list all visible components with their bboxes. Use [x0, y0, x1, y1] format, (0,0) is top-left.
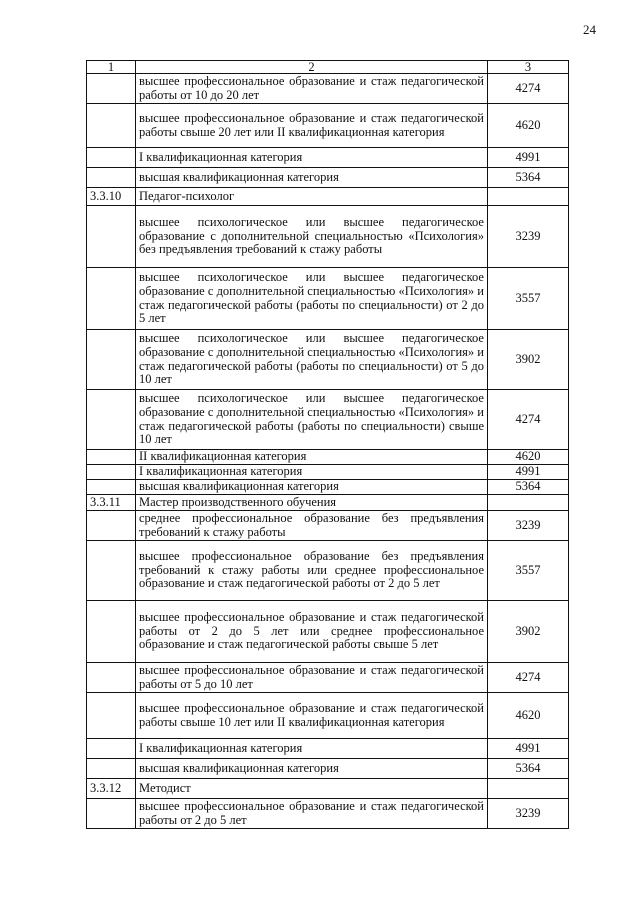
row-description: I квалификационная категория — [136, 465, 488, 480]
row-description: высшее профессиональное образование и стаж педагогической работы от 10 до 20 лет — [136, 74, 488, 104]
row-salary-value: 4620 — [488, 693, 569, 739]
table-row — [87, 480, 569, 495]
column-header-2: 2 — [136, 61, 488, 74]
table-row — [87, 104, 569, 148]
table-row — [87, 168, 569, 188]
row-salary-value: 3557 — [488, 268, 569, 330]
row-number — [87, 480, 136, 495]
row-number — [87, 511, 136, 541]
row-description: высшее профессиональное образование и стаж педагогической работы от 5 до 10 лет — [136, 663, 488, 693]
row-description: II квалификационная категория — [136, 450, 488, 465]
column-header-1: 1 — [87, 61, 136, 74]
table-row — [87, 148, 569, 168]
row-salary-value — [488, 495, 569, 511]
row-number — [87, 693, 136, 739]
row-number — [87, 759, 136, 779]
row-number — [87, 330, 136, 390]
row-salary-value: 3239 — [488, 511, 569, 541]
row-number — [87, 206, 136, 268]
row-description: I квалификационная категория — [136, 148, 488, 168]
row-description: высшее психологическое или высшее педагогическое образование с дополнительной специальностью «Психология» без предъявления требований к стажу работы — [136, 206, 488, 268]
row-salary-value: 4274 — [488, 390, 569, 450]
row-description: высшее психологическое или высшее педагогическое образование с дополнительной специальностью «Психология» и стаж педагогической работы (работы по специальности) от 2 до 5 лет — [136, 268, 488, 330]
row-description: высшее профессиональное образование и стаж педагогической работы от 2 до 5 лет — [136, 799, 488, 829]
table-row — [87, 330, 569, 390]
section-row — [87, 779, 569, 799]
row-salary-value: 3557 — [488, 541, 569, 601]
table-row — [87, 511, 569, 541]
row-description: высшее психологическое или высшее педагогическое образование с дополнительной специальностью «Психология» и стаж педагогической работы (работы по специальности) от 5 до 10 лет — [136, 330, 488, 390]
table-header-row — [87, 61, 569, 74]
section-number: 3.3.12 — [87, 779, 136, 799]
column-header-3: 3 — [488, 61, 569, 74]
row-number — [87, 601, 136, 663]
section-number: 3.3.10 — [87, 188, 136, 206]
row-number — [87, 450, 136, 465]
row-description: высшее профессиональное образование без предъявления требований к стажу работы или среднее профессиональное образование и стаж педагогической работы от 2 до 5 лет — [136, 541, 488, 601]
row-salary-value: 3902 — [488, 330, 569, 390]
row-description: высшее профессиональное образование и стаж педагогической работы свыше 20 лет или II квалификационная категория — [136, 104, 488, 148]
row-number — [87, 465, 136, 480]
row-description: среднее профессиональное образование без предъявления требований к стажу работы — [136, 511, 488, 541]
table-row — [87, 601, 569, 663]
row-salary-value: 3239 — [488, 799, 569, 829]
row-salary-value: 3902 — [488, 601, 569, 663]
row-number — [87, 541, 136, 601]
table-row — [87, 390, 569, 450]
row-description: высшая квалификационная категория — [136, 168, 488, 188]
row-number — [87, 663, 136, 693]
row-salary-value: 5364 — [488, 480, 569, 495]
row-salary-value — [488, 779, 569, 799]
row-number — [87, 74, 136, 104]
row-description: высшее психологическое или высшее педагогическое образование с дополнительной специальностью «Психология» и стаж педагогической работы (работы по специальности) свыше 10 лет — [136, 390, 488, 450]
section-title: Мастер производственного обучения — [136, 495, 488, 511]
row-description: высшее профессиональное образование и стаж педагогической работы свыше 10 лет или II квалификационная категория — [136, 693, 488, 739]
table-row — [87, 206, 569, 268]
table-row — [87, 739, 569, 759]
table-row — [87, 450, 569, 465]
row-number — [87, 148, 136, 168]
row-salary-value: 4620 — [488, 104, 569, 148]
table-row — [87, 268, 569, 330]
row-salary-value — [488, 188, 569, 206]
row-number — [87, 799, 136, 829]
row-number — [87, 739, 136, 759]
row-number — [87, 104, 136, 148]
row-salary-value: 5364 — [488, 759, 569, 779]
table-row — [87, 541, 569, 601]
row-salary-value: 4991 — [488, 739, 569, 759]
row-number — [87, 168, 136, 188]
row-salary-value: 3239 — [488, 206, 569, 268]
row-salary-value: 5364 — [488, 168, 569, 188]
table-row — [87, 799, 569, 829]
table-row — [87, 663, 569, 693]
row-salary-value: 4991 — [488, 148, 569, 168]
section-title: Методист — [136, 779, 488, 799]
section-row — [87, 495, 569, 511]
section-title: Педагог-психолог — [136, 188, 488, 206]
row-salary-value: 4274 — [488, 663, 569, 693]
row-description: высшая квалификационная категория — [136, 480, 488, 495]
row-salary-value: 4620 — [488, 450, 569, 465]
row-salary-value: 4991 — [488, 465, 569, 480]
row-salary-value: 4274 — [488, 74, 569, 104]
table-row — [87, 74, 569, 104]
table-row — [87, 759, 569, 779]
row-description: высшее профессиональное образование и стаж педагогической работы от 2 до 5 лет или среднее профессиональное образование и стаж педагогической работы свыше 5 лет — [136, 601, 488, 663]
salary-table — [86, 60, 569, 829]
section-number: 3.3.11 — [87, 495, 136, 511]
row-description: высшая квалификационная категория — [136, 759, 488, 779]
table-row — [87, 693, 569, 739]
table-row — [87, 465, 569, 480]
row-number — [87, 268, 136, 330]
row-number — [87, 390, 136, 450]
page-number: 24 — [583, 22, 596, 37]
row-description: I квалификационная категория — [136, 739, 488, 759]
section-row — [87, 188, 569, 206]
